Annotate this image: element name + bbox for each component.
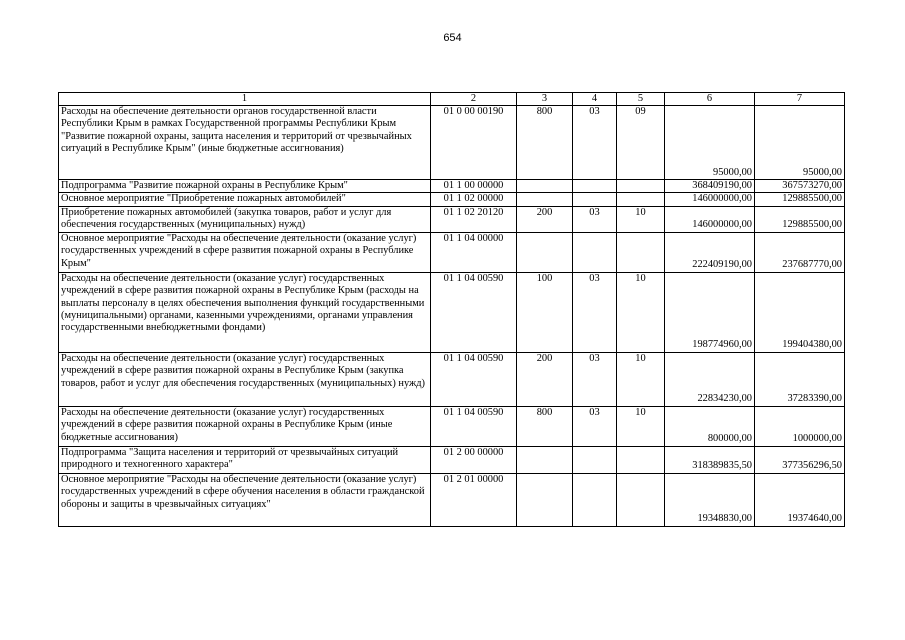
row-name: Подпрограмма "Защита населения и территорий от чрезвычайных ситуаций природного и техногенного характера" bbox=[59, 446, 431, 473]
row-section: 03 bbox=[573, 406, 617, 446]
row-amount-1: 22834230,00 bbox=[665, 352, 755, 406]
row-code: 01 1 04 00590 bbox=[431, 272, 517, 352]
table-row bbox=[59, 206, 845, 232]
row-expense-type bbox=[517, 232, 573, 272]
row-expense-type: 100 bbox=[517, 272, 573, 352]
row-code: 01 1 04 00590 bbox=[431, 406, 517, 446]
row-subsection bbox=[617, 180, 665, 193]
row-amount-2: 129885500,00 bbox=[755, 193, 845, 206]
row-expense-type: 200 bbox=[517, 206, 573, 232]
header-cell: 6 bbox=[665, 93, 755, 106]
row-subsection: 09 bbox=[617, 106, 665, 180]
row-name: Расходы на обеспечение деятельности (оказание услуг) государственных учреждений в сфере развития пожарной охраны в Республике Крым (закупка товаров, работ и услуг для обеспечения государственных (муниципальных) нужд) bbox=[59, 352, 431, 406]
row-amount-2: 129885500,00 bbox=[755, 206, 845, 232]
row-amount-1: 146000000,00 bbox=[665, 206, 755, 232]
row-section: 03 bbox=[573, 272, 617, 352]
row-expense-type: 800 bbox=[517, 406, 573, 446]
header-cell: 2 bbox=[431, 93, 517, 106]
row-amount-2: 199404380,00 bbox=[755, 272, 845, 352]
table-row bbox=[59, 406, 845, 446]
row-amount-2: 95000,00 bbox=[755, 106, 845, 180]
row-amount-1: 198774960,00 bbox=[665, 272, 755, 352]
row-name: Приобретение пожарных автомобилей (закупка товаров, работ и услуг для обеспечения государственных (муниципальных) нужд) bbox=[59, 206, 431, 232]
row-name: Расходы на обеспечение деятельности (оказание услуг) государственных учреждений в сфере развития пожарной охраны в Республике Крым (расходы на выплаты персоналу в целях обеспечения выполнения функций государственными (муниципальными) органами, казенными учреждениями, органами управления государственными внебюджетными фондами) bbox=[59, 272, 431, 352]
row-code: 01 1 04 00590 bbox=[431, 352, 517, 406]
row-name: Основное мероприятие "Расходы на обеспечение деятельности (оказание услуг) государственных учреждений в сфере обучения населения в области гражданской обороны и защиты в чрезвычайных ситуациях" bbox=[59, 473, 431, 526]
row-section: 03 bbox=[573, 206, 617, 232]
page-number: 654 bbox=[443, 32, 462, 44]
header-cell: 5 bbox=[617, 93, 665, 106]
row-code: 01 1 00 00000 bbox=[431, 180, 517, 193]
header-cell: 7 bbox=[755, 93, 845, 106]
row-expense-type bbox=[517, 473, 573, 526]
row-section bbox=[573, 180, 617, 193]
row-amount-1: 146000000,00 bbox=[665, 193, 755, 206]
row-expense-type bbox=[517, 446, 573, 473]
row-section: 03 bbox=[573, 106, 617, 180]
row-code: 01 2 00 00000 bbox=[431, 446, 517, 473]
row-name: Расходы на обеспечение деятельности (оказание услуг) государственных учреждений в сфере развития пожарной охраны в Республике Крым (иные бюджетные ассигнования) bbox=[59, 406, 431, 446]
row-code: 01 1 02 00000 bbox=[431, 193, 517, 206]
row-amount-1: 368409190,00 bbox=[665, 180, 755, 193]
row-expense-type: 800 bbox=[517, 106, 573, 180]
row-expense-type bbox=[517, 180, 573, 193]
budget-table bbox=[58, 92, 845, 527]
row-subsection bbox=[617, 193, 665, 206]
table-row bbox=[59, 352, 845, 406]
table-row bbox=[59, 232, 845, 272]
table-header-row bbox=[59, 93, 845, 106]
row-amount-1: 318389835,50 bbox=[665, 446, 755, 473]
row-code: 01 1 04 00000 bbox=[431, 232, 517, 272]
row-amount-2: 1000000,00 bbox=[755, 406, 845, 446]
row-name: Подпрограмма "Развитие пожарной охраны в Республике Крым" bbox=[59, 180, 431, 193]
row-amount-2: 19374640,00 bbox=[755, 473, 845, 526]
row-section bbox=[573, 193, 617, 206]
row-amount-1: 95000,00 bbox=[665, 106, 755, 180]
row-expense-type: 200 bbox=[517, 352, 573, 406]
row-code: 01 1 02 20120 bbox=[431, 206, 517, 232]
row-section: 03 bbox=[573, 352, 617, 406]
row-subsection bbox=[617, 446, 665, 473]
table-row bbox=[59, 446, 845, 473]
header-cell: 3 bbox=[517, 93, 573, 106]
row-subsection: 10 bbox=[617, 206, 665, 232]
row-amount-2: 237687770,00 bbox=[755, 232, 845, 272]
row-name: Основное мероприятие "Приобретение пожарных автомобилей" bbox=[59, 193, 431, 206]
row-subsection: 10 bbox=[617, 352, 665, 406]
table-row bbox=[59, 106, 845, 180]
header-cell: 4 bbox=[573, 93, 617, 106]
row-amount-2: 377356296,50 bbox=[755, 446, 845, 473]
row-amount-1: 19348830,00 bbox=[665, 473, 755, 526]
row-subsection bbox=[617, 232, 665, 272]
row-code: 01 0 00 00190 bbox=[431, 106, 517, 180]
row-amount-2: 37283390,00 bbox=[755, 352, 845, 406]
row-section bbox=[573, 473, 617, 526]
row-amount-1: 800000,00 bbox=[665, 406, 755, 446]
table-row bbox=[59, 180, 845, 193]
table-row bbox=[59, 193, 845, 206]
row-name: Основное мероприятие "Расходы на обеспечение деятельности (оказание услуг) государственных учреждений в сфере развития пожарной охраны в Республике Крым" bbox=[59, 232, 431, 272]
row-section bbox=[573, 232, 617, 272]
row-subsection: 10 bbox=[617, 272, 665, 352]
table-row bbox=[59, 272, 845, 352]
row-subsection: 10 bbox=[617, 406, 665, 446]
table-row bbox=[59, 473, 845, 526]
row-subsection bbox=[617, 473, 665, 526]
row-amount-1: 222409190,00 bbox=[665, 232, 755, 272]
header-cell: 1 bbox=[59, 93, 431, 106]
row-amount-2: 367573270,00 bbox=[755, 180, 845, 193]
row-name: Расходы на обеспечение деятельности органов государственной власти Республики Крым в рамках Государственной программы Республики Крым "Развитие пожарной охраны, защита населения и территорий от чрезвычайных ситуаций в Республике Крым" (иные бюджетные ассигнования) bbox=[59, 106, 431, 180]
row-section bbox=[573, 446, 617, 473]
row-code: 01 2 01 00000 bbox=[431, 473, 517, 526]
row-expense-type bbox=[517, 193, 573, 206]
